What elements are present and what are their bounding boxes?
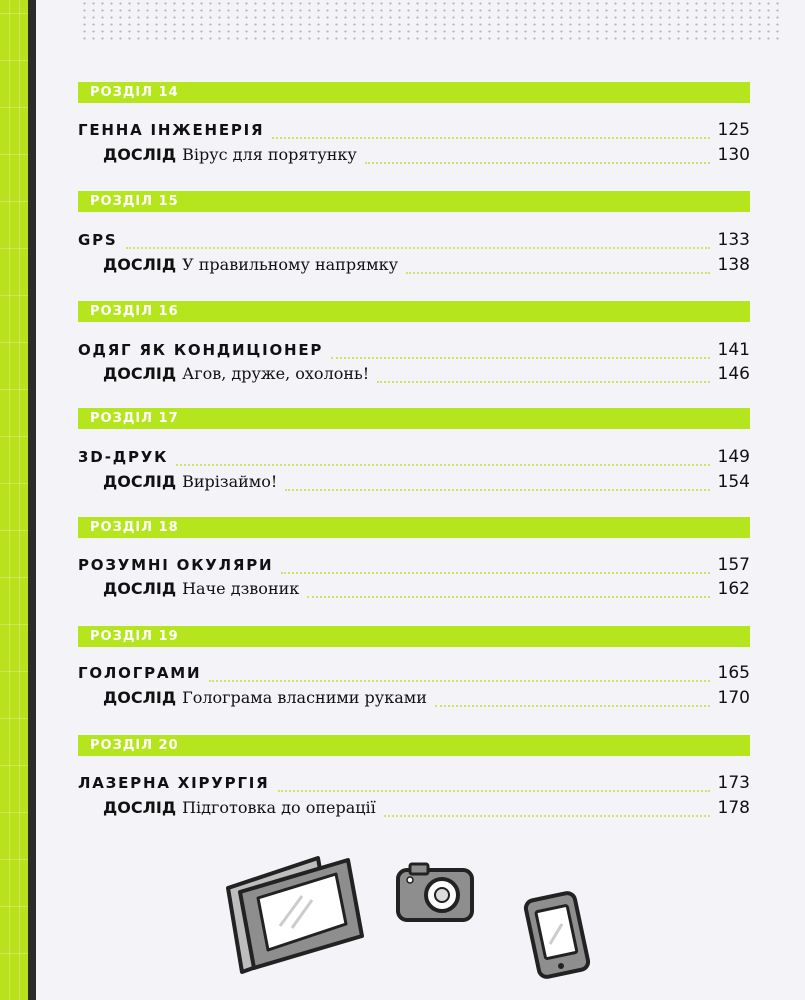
dot-leader <box>281 571 709 574</box>
experiment-title: Агов, друже, охолонь! <box>182 364 370 383</box>
experiment-title: Вирізаймо! <box>182 472 278 491</box>
smartphone-icon <box>524 892 589 979</box>
experiment-page-number: 146 <box>717 364 750 384</box>
chapter-label: РОЗДІЛ 14 <box>90 85 179 100</box>
dot-leader <box>406 271 710 274</box>
experiment-tag: ДОСЛІД <box>103 688 177 707</box>
topic-page-number: 149 <box>717 447 750 467</box>
topic-page-number: 157 <box>717 555 750 575</box>
chapter-band <box>78 626 750 647</box>
chapter-label: РОЗДІЛ 17 <box>90 411 179 426</box>
chapter-label: РОЗДІЛ 18 <box>90 520 179 535</box>
experiment-title: Голограма власними руками <box>182 688 427 707</box>
camera-icon <box>398 864 472 920</box>
topic-row[interactable] <box>78 120 750 144</box>
topic-title: РОЗУМНІ ОКУЛЯРИ <box>78 556 274 574</box>
chapter-band <box>78 408 750 429</box>
chapter-band <box>78 301 750 322</box>
chapter-label: РОЗДІЛ 19 <box>90 629 179 644</box>
device-illustrations <box>0 840 805 1000</box>
topic-page-number: 133 <box>717 230 750 250</box>
topic-title: GPS <box>78 231 118 249</box>
experiment-tag: ДОСЛІД <box>103 472 177 491</box>
experiment-title: У правильному напрямку <box>182 255 399 274</box>
topic-row[interactable] <box>78 340 750 364</box>
dot-leader <box>209 679 709 682</box>
experiment-row[interactable] <box>103 798 750 822</box>
experiment-row[interactable] <box>103 145 750 169</box>
chapter-band <box>78 517 750 538</box>
chapter-band <box>78 735 750 756</box>
experiment-tag: ДОСЛІД <box>103 798 177 817</box>
experiment-page-number: 138 <box>717 255 750 275</box>
dot-leader <box>435 704 710 707</box>
dot-leader <box>331 356 709 359</box>
chapter-label: РОЗДІЛ 15 <box>90 194 179 209</box>
topic-page-number: 141 <box>717 340 750 360</box>
dot-leader <box>285 488 709 491</box>
experiment-row[interactable] <box>103 472 750 496</box>
chapter-label: РОЗДІЛ 20 <box>90 738 179 753</box>
experiment-page-number: 154 <box>717 472 750 492</box>
experiment-title: Підготовка до операції <box>182 798 376 817</box>
experiment-tag: ДОСЛІД <box>103 255 177 274</box>
experiment-tag: ДОСЛІД <box>103 364 177 383</box>
dot-leader <box>126 246 710 249</box>
dot-leader <box>384 814 710 817</box>
experiment-row[interactable] <box>103 579 750 603</box>
chapter-band <box>78 82 750 103</box>
dot-leader <box>307 595 709 598</box>
topic-page-number: 165 <box>717 663 750 683</box>
experiment-page-number: 162 <box>717 579 750 599</box>
experiment-row[interactable] <box>103 364 750 388</box>
topic-title: ГОЛОГРАМИ <box>78 664 202 682</box>
topic-row[interactable] <box>78 773 750 797</box>
experiment-page-number: 170 <box>717 688 750 708</box>
topic-row[interactable] <box>78 555 750 579</box>
dot-leader <box>377 380 709 383</box>
experiment-page-number: 130 <box>717 145 750 165</box>
chapter-label: РОЗДІЛ 16 <box>90 304 179 319</box>
dot-leader <box>365 161 710 164</box>
chapter-band <box>78 191 750 212</box>
experiment-tag: ДОСЛІД <box>103 579 177 598</box>
dot-leader <box>272 136 709 139</box>
tablet-icon <box>228 858 362 972</box>
topic-page-number: 125 <box>717 120 750 140</box>
experiment-title: Вірус для порятунку <box>182 145 357 164</box>
topic-title: ГЕННА ІНЖЕНЕРІЯ <box>78 121 265 139</box>
experiment-title: Наче дзвоник <box>182 579 300 598</box>
topic-row[interactable] <box>78 447 750 471</box>
topic-title: ЛАЗЕРНА ХІРУРГІЯ <box>78 774 270 792</box>
experiment-tag: ДОСЛІД <box>103 145 177 164</box>
topic-page-number: 173 <box>717 773 750 793</box>
speckle-decoration <box>80 0 780 40</box>
experiment-row[interactable] <box>103 688 750 712</box>
topic-title: 3D-ДРУК <box>78 448 169 466</box>
dot-leader <box>176 463 709 466</box>
topic-row[interactable] <box>78 663 750 687</box>
experiment-row[interactable] <box>103 255 750 279</box>
topic-title: ОДЯГ ЯК КОНДИЦІОНЕР <box>78 341 324 359</box>
topic-row[interactable] <box>78 230 750 254</box>
experiment-page-number: 178 <box>717 798 750 818</box>
dot-leader <box>278 789 710 792</box>
